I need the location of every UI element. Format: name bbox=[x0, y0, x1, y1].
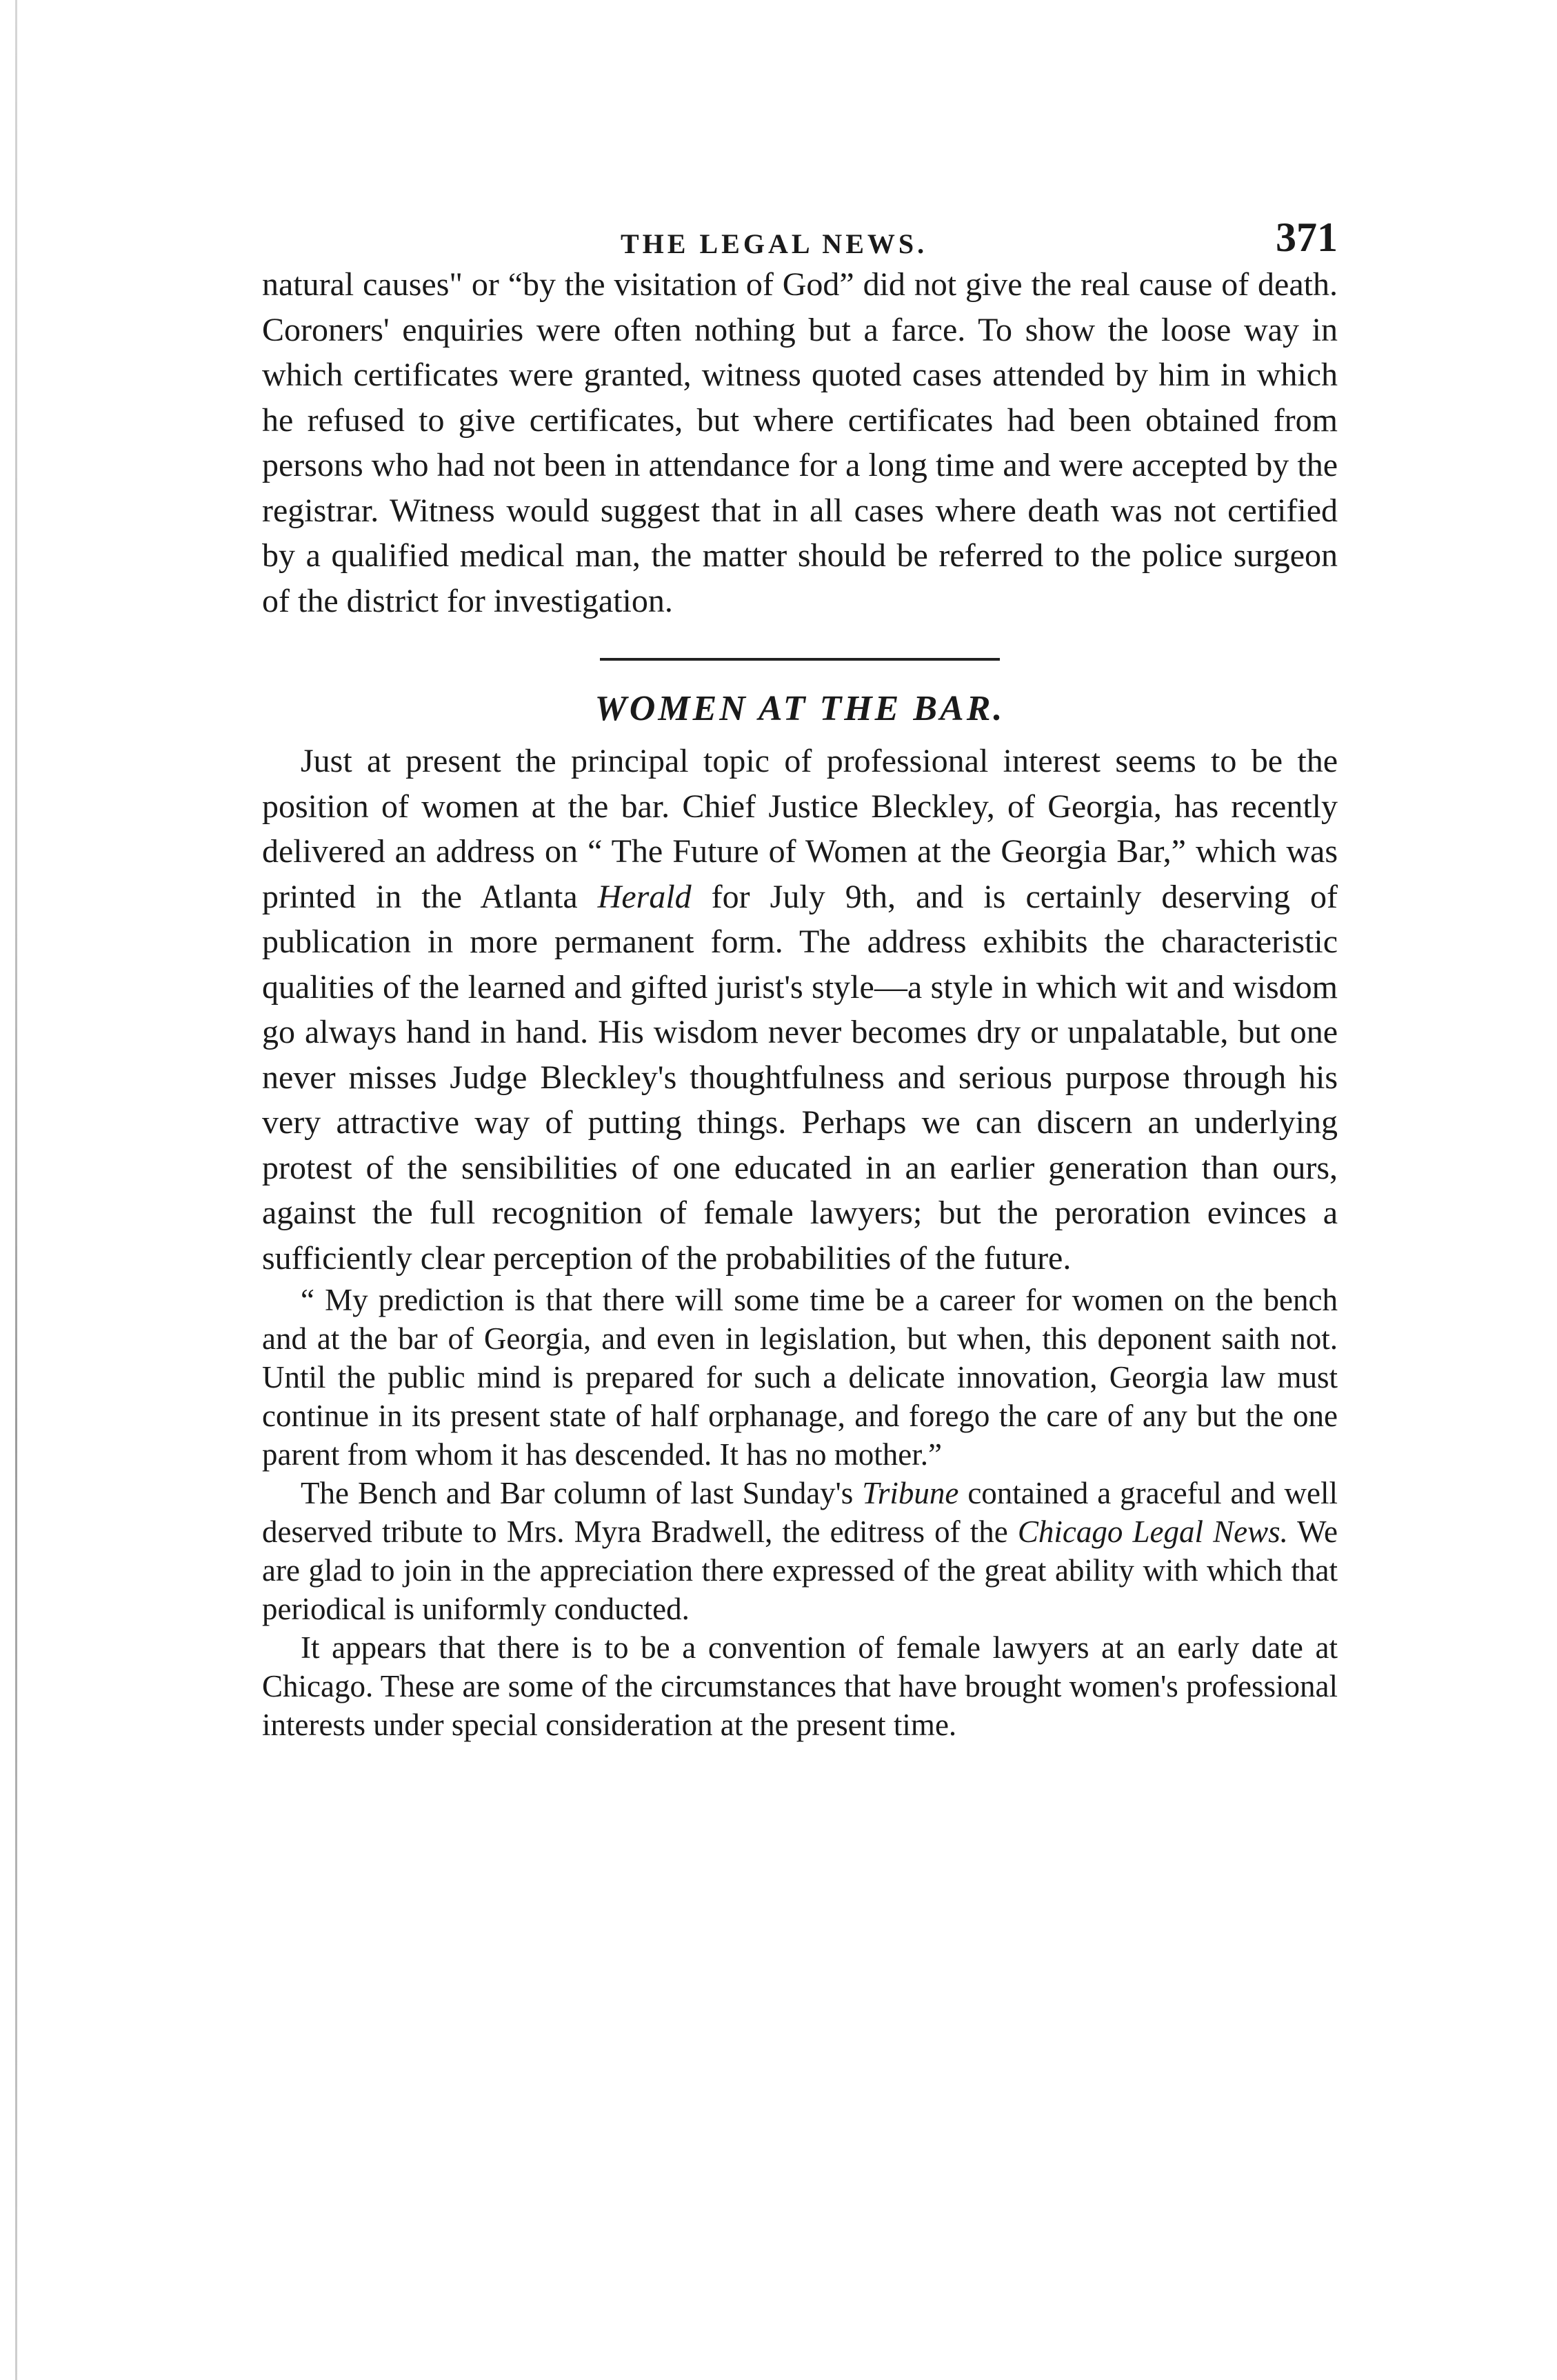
paragraph-tribune bbox=[262, 1474, 1338, 1628]
paragraph-bleckley-address bbox=[262, 739, 1338, 1281]
newspaper-name: Herald bbox=[597, 878, 692, 915]
running-head bbox=[262, 207, 1338, 262]
paragraph-text: contained a graceful and well deserved tribute to Mrs. Myra Bradwell, the editress of the bbox=[262, 1476, 1338, 1549]
paragraph-text: for July 9th, and is certainly deserving of publication in more permanent form. The address exhibits the characteristic qualities of the learned and gifted jurist's style—a style in which wit and wisdom go always hand in hand. His wisdom never becomes dry or unpalatable, but one never misses Judge Bleckley's thoughtfulness and serious purpose through his very attractive way of putting things. Perhaps we can discern an underlying protest of the sensibilities of one educated in an earlier generation than ours, against the full recognition of female lawyers; but the peroration evinces a sufficiently clear perception of the probabilities of the future. bbox=[262, 878, 1338, 1277]
newspaper-name: Chicago Legal News. bbox=[1017, 1514, 1288, 1549]
binding-edge bbox=[15, 0, 17, 2380]
running-title: THE LEGAL NEWS. bbox=[621, 228, 928, 259]
section-divider bbox=[600, 658, 1000, 661]
paragraph-text: Just at present the principal topic of professional interest seems to be the position of women at the bar. Chief Justice Bleckley, of Georgia, has recently delivered an address on “ The Future of Women at the Georgia Bar,” which was printed in the Atlanta bbox=[262, 743, 1338, 915]
page-number: 371 bbox=[1276, 214, 1338, 260]
newspaper-name: Tribune bbox=[862, 1476, 959, 1510]
continued-paragraph: natural causes" or “by the visitation of God” did not give the real cause of death. Coroners' enquiries were often nothing but a farce. To show the loose way in which certificates were granted, witness quoted cases attended by him in which he refused to give certificates, but where certificates had been obtained from persons who had not been in attendance for a long time and were accepted by the registrar. Witness would suggest that in all cases where death was not certified by a qualified medical man, the matter should be referred to the police surgeon of the district for investigation. bbox=[262, 266, 1338, 619]
page-content bbox=[262, 207, 1338, 1744]
paragraph-convention: It appears that there is to be a convention of female lawyers at an early date at Chicago. These are some of the circumstances that have brought women's professional interests under special consideration at the present time. bbox=[262, 1630, 1338, 1742]
paragraph-text: The Bench and Bar column of last Sunday's bbox=[301, 1476, 863, 1510]
block-quote: “ My prediction is that there will some time be a career for women on the bench and at the bar of Georgia, and even in legislation, but when, this deponent saith not. Until the public mind is prepared for such a delicate innovation, Georgia law must continue in its present state of half orphanage, and forego the care of any but the one parent from whom it has descended. It has no mother.” bbox=[262, 1283, 1338, 1472]
paragraph-text: We are glad to join in the appreciation there expressed of the great ability with which that periodical is uniformly conducted. bbox=[262, 1514, 1338, 1626]
section-title: WOMEN AT THE BAR. bbox=[594, 689, 1005, 728]
